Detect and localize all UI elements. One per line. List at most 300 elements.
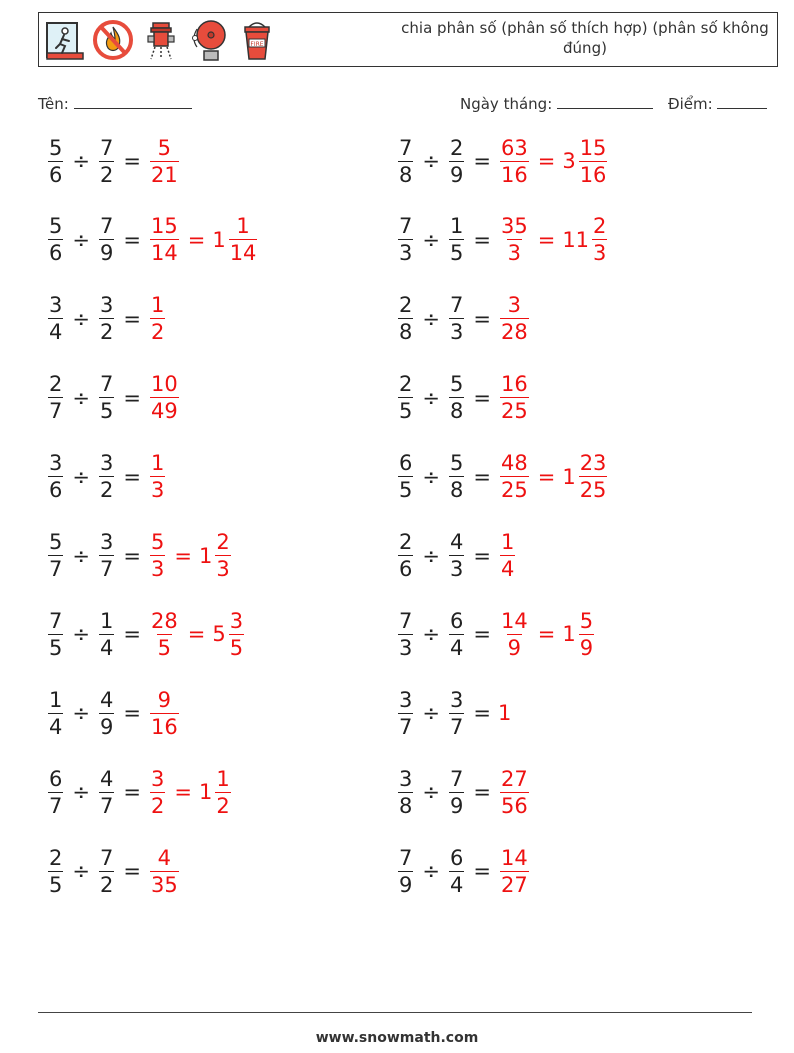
denominator: 5 [399, 399, 413, 424]
denominator: 7 [449, 714, 464, 739]
dividend-fraction [398, 608, 413, 661]
problem-item [46, 368, 181, 428]
denominator: 9 [99, 714, 114, 739]
equals-sign: = [123, 622, 141, 647]
equals-sign: = [473, 622, 491, 647]
name-blank-line [74, 94, 192, 109]
denominator: 7 [49, 399, 63, 424]
numerator: 4 [99, 766, 114, 791]
numerator: 7 [399, 845, 413, 870]
worksheet-header [38, 12, 778, 67]
answer-fraction [150, 766, 165, 819]
equals-sign: = [537, 622, 556, 647]
denominator: 5 [99, 399, 114, 424]
problem-item [396, 604, 596, 664]
divide-sign: ÷ [72, 385, 90, 410]
denominator: 2 [99, 320, 114, 345]
equals-sign: = [123, 859, 141, 884]
denominator: 6 [49, 241, 63, 266]
denominator: 4 [449, 872, 464, 897]
problem-item [396, 131, 609, 191]
problem-item [46, 841, 181, 901]
numerator: 7 [449, 766, 464, 791]
numerator: 1 [500, 530, 515, 554]
divisor-fraction [99, 371, 114, 424]
equals-sign: = [473, 701, 491, 726]
numerator: 7 [399, 608, 413, 633]
numerator: 5 [157, 135, 172, 160]
problem-item [396, 683, 512, 743]
denominator: 28 [500, 320, 528, 345]
denominator: 16 [150, 714, 178, 739]
date-blank-line [557, 94, 653, 109]
numerator: 7 [399, 214, 413, 239]
numerator: 16 [500, 372, 528, 397]
numerator: 1 [449, 214, 464, 239]
equals-sign: = [123, 306, 141, 331]
denominator: 2 [150, 793, 165, 818]
problem-item [46, 683, 181, 743]
dividend-fraction [398, 687, 413, 740]
equals-sign: = [123, 464, 141, 489]
answer [148, 529, 233, 582]
denominator: 9 [507, 635, 522, 660]
divide-sign: ÷ [72, 543, 90, 568]
numerator: 4 [99, 687, 114, 712]
problem-item [46, 447, 167, 507]
denominator: 2 [99, 162, 114, 187]
mixed-fraction [579, 135, 608, 188]
numerator: 2 [49, 845, 63, 870]
dividend-fraction [48, 529, 63, 582]
answer-fraction [500, 766, 529, 819]
equals-sign: = [123, 543, 141, 568]
denominator: 8 [399, 320, 413, 345]
divide-sign: ÷ [72, 464, 90, 489]
denominator: 7 [99, 793, 114, 818]
divisor-fraction [449, 766, 464, 819]
denominator: 56 [500, 793, 528, 818]
svg-text:FIRE: FIRE [250, 41, 264, 48]
divisor-fraction [449, 213, 464, 266]
numerator: 2 [216, 530, 230, 554]
denominator: 8 [449, 478, 464, 503]
equals-sign: = [537, 464, 556, 489]
dividend-fraction [48, 213, 63, 266]
mixed-fraction [229, 213, 258, 266]
divisor-fraction [449, 845, 464, 898]
answer [498, 845, 531, 898]
divisor-fraction [449, 450, 464, 503]
dividend-fraction [398, 766, 413, 819]
divisor-fraction [449, 292, 464, 345]
numerator: 3 [399, 766, 413, 791]
divisor-fraction [99, 766, 114, 819]
denominator: 3 [593, 241, 607, 266]
denominator: 9 [449, 793, 464, 818]
denominator: 7 [399, 714, 413, 739]
answer [148, 371, 181, 424]
denominator: 7 [49, 793, 63, 818]
numerator: 5 [579, 608, 594, 633]
denominator: 5 [49, 872, 63, 897]
numerator: 1 [150, 293, 165, 318]
denominator: 9 [449, 162, 464, 187]
divide-sign: ÷ [72, 622, 90, 647]
equals-sign: = [473, 859, 491, 884]
equals-sign: = [123, 385, 141, 410]
numerator: 23 [579, 451, 607, 476]
denominator: 4 [500, 557, 515, 581]
answer-fraction [150, 292, 165, 345]
numerator: 5 [449, 451, 464, 476]
numerator: 7 [449, 293, 464, 318]
denominator: 6 [49, 162, 63, 187]
problem-item [396, 289, 531, 349]
divide-sign: ÷ [422, 543, 440, 568]
divide-sign: ÷ [422, 780, 440, 805]
equals-sign: = [473, 780, 491, 805]
numerator: 6 [449, 608, 464, 633]
divisor-fraction [99, 529, 114, 582]
no-fire-icon [91, 17, 135, 63]
answer-fraction [500, 608, 529, 661]
denominator: 14 [150, 241, 178, 266]
denominator: 8 [399, 162, 413, 187]
divide-sign: ÷ [422, 227, 440, 252]
dividend-fraction [48, 766, 63, 819]
denominator: 25 [500, 478, 528, 503]
numerator: 3 [449, 687, 464, 712]
denominator: 7 [49, 557, 63, 581]
divisor-fraction [449, 687, 464, 740]
dividend-fraction [48, 371, 63, 424]
answer [498, 292, 531, 345]
dividend-fraction [398, 450, 413, 503]
numerator: 5 [49, 214, 63, 239]
equals-sign: = [537, 227, 556, 252]
numerator: 3 [99, 451, 114, 476]
answer [498, 135, 609, 188]
answer-fraction [500, 450, 529, 503]
denominator: 3 [507, 241, 522, 266]
equals-sign: = [174, 543, 192, 568]
denominator: 4 [49, 320, 63, 345]
answer-fraction [150, 450, 165, 503]
divide-sign: ÷ [72, 859, 90, 884]
mixed-fraction [579, 450, 608, 503]
denominator: 3 [150, 478, 165, 503]
answer [148, 687, 181, 740]
answer-fraction [500, 845, 529, 898]
mixed-fraction [215, 529, 230, 582]
dividend-fraction [48, 450, 63, 503]
divisor-fraction [99, 135, 114, 188]
answer-fraction [500, 292, 529, 345]
dividend-fraction [48, 845, 63, 898]
numerator: 5 [449, 372, 464, 397]
denominator: 2 [150, 320, 165, 345]
denominator: 4 [99, 635, 114, 660]
denominator: 7 [99, 557, 114, 581]
divisor-fraction [99, 687, 114, 740]
problem-item [396, 210, 609, 270]
divide-sign: ÷ [72, 227, 90, 252]
worksheet-title: chia phân số (phân số thích hợp) (phân số không đúng) [401, 19, 769, 57]
numerator: 7 [99, 845, 114, 870]
numerator: 4 [449, 530, 464, 554]
footer-divider [38, 1012, 752, 1013]
problem-item [46, 526, 233, 586]
dividend-fraction [48, 687, 63, 740]
denominator: 9 [399, 872, 413, 897]
equals-sign: = [473, 149, 491, 173]
numerator: 7 [99, 135, 114, 160]
mixed-whole: 1 [198, 543, 213, 568]
divisor-fraction [449, 608, 464, 661]
numerator: 7 [399, 135, 413, 160]
divide-sign: ÷ [422, 385, 440, 410]
problem-item [46, 289, 167, 349]
divide-sign: ÷ [72, 149, 90, 173]
problem-item [46, 604, 246, 664]
denominator: 2 [99, 478, 114, 503]
mixed-whole: 1 [562, 464, 576, 489]
dividend-fraction [48, 608, 63, 661]
mixed-whole: 3 [562, 149, 576, 173]
mixed-whole: 1 [212, 227, 226, 252]
numerator: 5 [150, 530, 165, 554]
equals-sign: = [174, 780, 192, 805]
score-field [668, 94, 767, 113]
numerator: 7 [49, 608, 63, 633]
numerator: 9 [157, 687, 172, 712]
dividend-fraction [398, 845, 413, 898]
divide-sign: ÷ [422, 306, 440, 331]
divisor-fraction [99, 608, 114, 661]
problem-item [46, 762, 233, 822]
answer-fraction [150, 213, 179, 266]
divisor-fraction [449, 371, 464, 424]
answer [498, 371, 531, 424]
numerator: 63 [500, 135, 528, 160]
numerator: 4 [157, 845, 172, 870]
answer [148, 292, 167, 345]
numerator: 2 [399, 372, 413, 397]
numerator: 1 [99, 608, 114, 633]
numerator: 28 [150, 608, 178, 633]
denominator: 6 [49, 478, 63, 503]
dividend-fraction [48, 135, 63, 188]
numerator: 2 [449, 135, 464, 160]
mixed-whole: 11 [562, 227, 590, 252]
numerator: 14 [500, 608, 528, 633]
denominator: 8 [399, 793, 413, 818]
denominator: 2 [216, 793, 230, 818]
denominator: 5 [157, 635, 172, 660]
answer [498, 701, 512, 725]
problem-item [396, 841, 531, 901]
denominator: 5 [229, 635, 244, 660]
mixed-whole: 1 [198, 780, 213, 805]
answer [498, 608, 596, 661]
divide-sign: ÷ [422, 149, 440, 173]
numerator: 1 [216, 766, 230, 791]
divisor-fraction [99, 845, 114, 898]
answer [148, 845, 181, 898]
denominator: 5 [49, 635, 63, 660]
numerator: 15 [150, 214, 178, 239]
divisor-fraction [99, 213, 114, 266]
numerator: 27 [500, 766, 528, 791]
equals-sign: = [473, 385, 491, 410]
mixed-fraction [579, 608, 594, 661]
dividend-fraction [398, 292, 413, 345]
numerator: 3 [229, 608, 244, 633]
divisor-fraction [449, 529, 464, 582]
denominator: 3 [449, 557, 464, 581]
denominator: 3 [449, 320, 464, 345]
divisor-fraction [449, 135, 464, 188]
numerator: 7 [99, 214, 114, 239]
numerator: 3 [507, 293, 522, 318]
dividend-fraction [48, 292, 63, 345]
denominator: 9 [579, 635, 594, 660]
equals-sign: = [123, 149, 141, 173]
denominator: 8 [449, 399, 464, 424]
answer-fraction [500, 213, 529, 266]
denominator: 16 [579, 162, 607, 187]
numerator: 35 [500, 214, 528, 239]
score-blank-line [717, 94, 767, 109]
denominator: 4 [49, 714, 63, 739]
answer [498, 450, 609, 503]
mixed-whole: 5 [212, 622, 226, 647]
answer [148, 450, 167, 503]
numerator: 5 [49, 530, 63, 554]
numerator: 3 [49, 293, 63, 318]
divide-sign: ÷ [72, 306, 90, 331]
numerator: 3 [49, 451, 63, 476]
problem-item [396, 762, 531, 822]
mixed-whole: 1 [562, 622, 576, 647]
answer [498, 766, 531, 819]
fire-hydrant-icon [139, 17, 183, 63]
numerator: 3 [399, 687, 413, 712]
problem-item [46, 210, 259, 270]
date-label: Ngày tháng: [460, 95, 553, 113]
equals-sign: = [123, 227, 141, 252]
numerator: 1 [150, 451, 165, 476]
fire-bucket-icon [235, 17, 279, 63]
denominator: 16 [500, 162, 528, 187]
denominator: 27 [500, 872, 528, 897]
numerator: 1 [49, 687, 63, 712]
answer-fraction [500, 135, 529, 188]
numerator: 6 [399, 451, 413, 476]
numerator: 1 [236, 214, 250, 239]
denominator: 2 [99, 872, 114, 897]
dividend-fraction [398, 135, 413, 188]
denominator: 3 [399, 635, 413, 660]
denominator: 3 [216, 557, 230, 581]
divide-sign: ÷ [422, 622, 440, 647]
divide-sign: ÷ [72, 780, 90, 805]
equals-sign: = [473, 464, 491, 489]
answer [148, 135, 181, 188]
problem-item [396, 447, 609, 507]
divide-sign: ÷ [72, 701, 90, 726]
numerator: 3 [99, 530, 114, 554]
answer-fraction [150, 845, 179, 898]
mixed-fraction [229, 608, 244, 661]
numerator: 3 [99, 293, 114, 318]
denominator: 14 [229, 241, 257, 266]
answer [498, 529, 517, 582]
numerator: 6 [449, 845, 464, 870]
denominator: 5 [399, 478, 413, 503]
problem-item [396, 526, 517, 586]
fire-alarm-bell-icon [187, 17, 231, 63]
problem-item [46, 131, 181, 191]
answer-fraction [150, 608, 179, 661]
answer-fraction [150, 371, 179, 424]
denominator: 49 [150, 399, 178, 424]
denominator: 4 [449, 635, 464, 660]
mixed-fraction [215, 766, 230, 819]
divide-sign: ÷ [422, 859, 440, 884]
numerator: 6 [49, 766, 63, 791]
dividend-fraction [398, 213, 413, 266]
answer-whole: 1 [497, 701, 512, 726]
answer-fraction [150, 529, 165, 582]
denominator: 25 [579, 478, 607, 503]
answer [148, 766, 233, 819]
answer-fraction [150, 687, 179, 740]
problem-item [396, 368, 531, 428]
numerator: 15 [579, 135, 607, 160]
answer-fraction [150, 135, 179, 188]
header-icons [43, 17, 279, 63]
answer [148, 213, 259, 266]
numerator: 2 [593, 214, 607, 239]
answer [148, 608, 246, 661]
divide-sign: ÷ [422, 701, 440, 726]
denominator: 21 [150, 162, 178, 187]
answer [498, 213, 609, 266]
equals-sign: = [537, 149, 556, 173]
dividend-fraction [398, 529, 413, 582]
name-field [38, 94, 192, 113]
numerator: 48 [500, 451, 528, 476]
answer-fraction [500, 371, 529, 424]
denominator: 3 [399, 241, 413, 266]
numerator: 14 [500, 845, 528, 870]
numerator: 2 [399, 293, 413, 318]
numerator: 7 [99, 372, 114, 397]
numerator: 2 [49, 372, 63, 397]
emergency-exit-icon [43, 17, 87, 63]
denominator: 3 [150, 557, 165, 581]
denominator: 9 [99, 241, 114, 266]
mixed-fraction [592, 213, 607, 266]
denominator: 5 [449, 241, 464, 266]
equals-sign: = [123, 701, 141, 726]
numerator: 5 [49, 135, 63, 160]
equals-sign: = [473, 227, 491, 252]
equals-sign: = [187, 622, 206, 647]
date-field [460, 94, 653, 113]
